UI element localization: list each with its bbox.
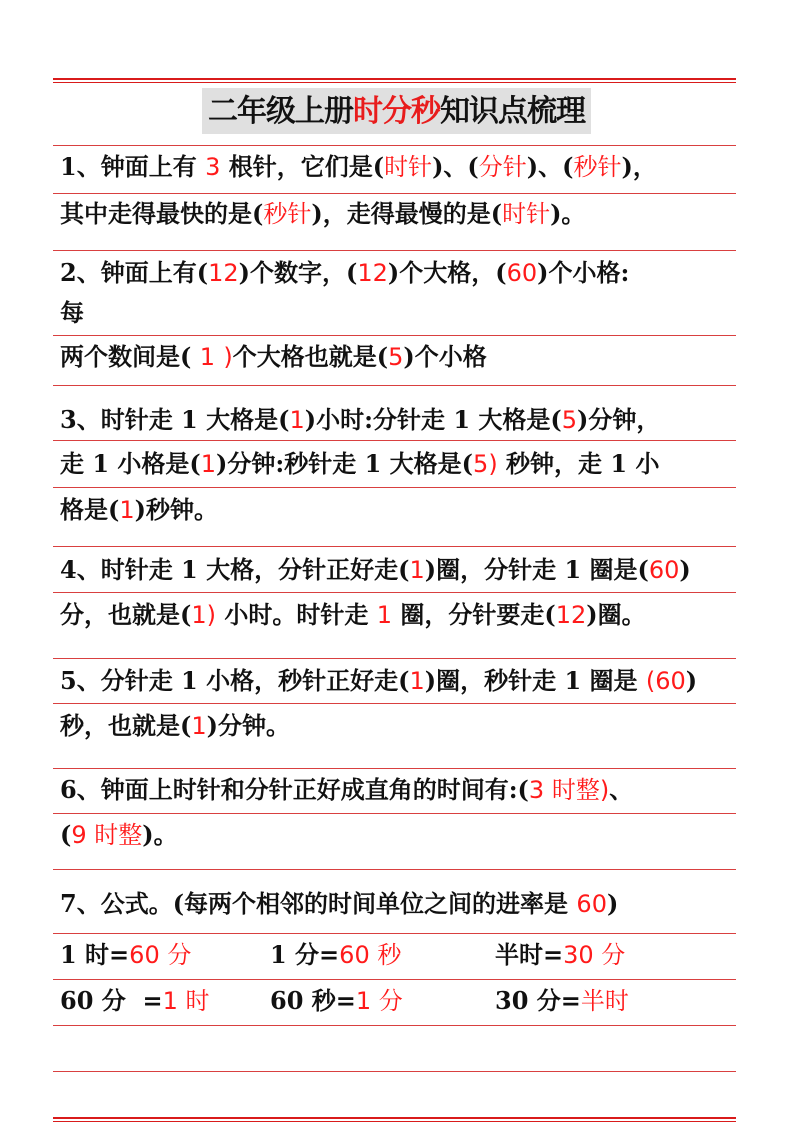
answer: 1	[409, 667, 425, 695]
s2-line3	[60, 342, 487, 372]
text: (	[60, 820, 72, 849]
text: 分，也就是(	[60, 600, 192, 629]
s7-line1	[60, 889, 618, 919]
answer: 1	[119, 496, 135, 524]
rule	[53, 546, 736, 547]
answer: 秒针	[573, 153, 622, 181]
text: 根针，它们是(	[220, 152, 385, 181]
answer: 60 分	[129, 941, 192, 969]
text: 个大格也就是(	[232, 342, 389, 371]
rule	[53, 768, 736, 769]
answer: (60	[645, 667, 686, 695]
text: )小时:分针走 1 大格是(	[304, 405, 562, 434]
top-double-rule	[53, 78, 736, 83]
answer: 60	[576, 890, 607, 918]
s5-line1	[60, 666, 697, 696]
s2-line1	[60, 258, 629, 288]
answer: 1 时	[162, 987, 210, 1015]
s6-line1	[60, 775, 633, 805]
rule	[53, 385, 736, 386]
text: 半时=	[495, 940, 564, 969]
text: )。	[142, 820, 178, 849]
title-pre: 二年级上册	[208, 94, 353, 129]
answer: 1	[289, 406, 305, 434]
formula-cell	[60, 986, 209, 1016]
answer: 1	[191, 712, 207, 740]
answer: 60	[506, 259, 538, 287]
answer: 秒针	[263, 200, 312, 228]
text: )，	[621, 152, 657, 181]
rule	[53, 145, 736, 146]
formula-cell	[495, 986, 629, 1016]
text: 格是(	[60, 495, 120, 524]
text: )秒钟。	[134, 495, 218, 524]
text: )圈，秒针走 1 圈是	[424, 666, 646, 695]
text: 小时。时针走	[216, 600, 377, 629]
answer-paren: )	[206, 601, 217, 629]
answer: 时针	[502, 200, 551, 228]
rule	[53, 250, 736, 251]
rule	[53, 1071, 736, 1072]
text: )分钟。	[206, 711, 290, 740]
rule	[53, 335, 736, 336]
s6-line2	[60, 820, 178, 850]
answer: 1	[376, 601, 393, 629]
s3-line1	[60, 405, 660, 435]
answer: 1	[191, 601, 207, 629]
answer: 5	[561, 406, 578, 434]
answer: 60	[648, 556, 680, 584]
formula-heading: 公式	[100, 890, 149, 918]
answer: 1	[199, 343, 215, 371]
text: 6、钟面上时针和分针正好成直角的时间有:(	[60, 775, 529, 804]
answer: 3 时整	[528, 776, 600, 804]
text: )圈。	[586, 600, 646, 629]
page-title	[202, 88, 591, 134]
s1-line2	[60, 199, 585, 229]
answer: 12	[208, 259, 239, 287]
text: 、	[609, 775, 634, 804]
answer: 1 分	[355, 987, 403, 1015]
answer-paren: )	[599, 776, 610, 804]
rule	[53, 933, 736, 934]
text: 其中走得最快的是(	[60, 199, 264, 228]
text: 5、分针走 1 小格，秒针正好走(	[60, 666, 410, 695]
answer: 1	[409, 556, 425, 584]
text: 。(每两个相邻的时间单位之间的进率是	[148, 889, 577, 918]
text: )圈，分针走 1 圈是(	[424, 555, 649, 584]
text: 1 分=	[270, 940, 340, 969]
rule	[53, 193, 736, 194]
formula-cell	[495, 940, 625, 970]
text: 7、	[60, 889, 101, 918]
formula-cell	[270, 940, 401, 970]
answer: 时针	[384, 153, 433, 181]
text: )个数字，(	[238, 258, 358, 287]
rule	[53, 813, 736, 814]
text: )	[685, 666, 698, 695]
rule	[53, 658, 736, 659]
s4-line1	[60, 555, 691, 585]
answer: 30 分	[563, 941, 626, 969]
text: 秒钟，走 1 小	[497, 449, 660, 478]
answer: 5	[473, 450, 489, 478]
text: 2、钟面上有(	[60, 258, 209, 287]
rule	[53, 487, 736, 488]
text: )，走得最慢的是(	[311, 199, 503, 228]
text: 60 分 =	[60, 986, 163, 1015]
bottom-double-rule	[53, 1117, 736, 1122]
s3-line2	[60, 449, 659, 479]
text: 4、时针走 1 大格，分针正好走(	[60, 555, 410, 584]
text: )、(	[526, 152, 574, 181]
rule	[53, 1025, 736, 1026]
answer: 分针	[478, 153, 527, 181]
answer: 1	[200, 450, 217, 478]
rule	[53, 869, 736, 870]
text: )个大格，(	[387, 258, 507, 287]
text: )、(	[432, 152, 479, 181]
answer: 12	[357, 259, 388, 287]
text: )个小格	[403, 342, 487, 371]
text: )	[606, 889, 619, 918]
answer: 3	[205, 153, 221, 181]
answer: 5	[388, 343, 404, 371]
s3-line3	[60, 495, 218, 525]
rule	[53, 440, 736, 441]
text: 两个数间是(	[60, 342, 200, 371]
answer: 12	[555, 601, 587, 629]
formula-cell	[270, 986, 403, 1016]
title-post: 知识点梳理	[440, 94, 585, 129]
answer: 9 时整	[71, 821, 143, 849]
rule	[53, 703, 736, 704]
page-title-wrap	[0, 88, 793, 134]
answer: 半时	[580, 987, 629, 1015]
text: 3、时针走 1 大格是(	[60, 405, 290, 434]
text: 圈，分针要走(	[392, 600, 556, 629]
answer-paren: )	[488, 450, 498, 478]
title-highlight: 时分秒	[353, 94, 440, 129]
text: 秒，也就是(	[60, 711, 192, 740]
text: 每	[60, 298, 84, 327]
s4-line2	[60, 600, 646, 630]
formula-cell	[60, 940, 191, 970]
s5-line2	[60, 711, 290, 741]
text: )	[679, 555, 691, 584]
s1-line1	[60, 152, 657, 182]
answer: 60 秒	[339, 941, 402, 969]
text: )个小格:	[537, 258, 630, 287]
text: 60 秒=	[270, 986, 356, 1015]
answer-paren: )	[223, 343, 233, 371]
text: )分钟，	[577, 405, 661, 434]
text: 1 时=	[60, 940, 130, 969]
s2-line2	[60, 298, 84, 328]
text: 30 分=	[495, 986, 581, 1015]
text: )。	[550, 199, 586, 228]
text: )分钟:秒针走 1 大格是(	[216, 449, 474, 478]
text: 1、钟面上有	[60, 152, 206, 181]
text: 走 1 小格是(	[60, 449, 201, 478]
rule	[53, 592, 736, 593]
rule	[53, 979, 736, 980]
